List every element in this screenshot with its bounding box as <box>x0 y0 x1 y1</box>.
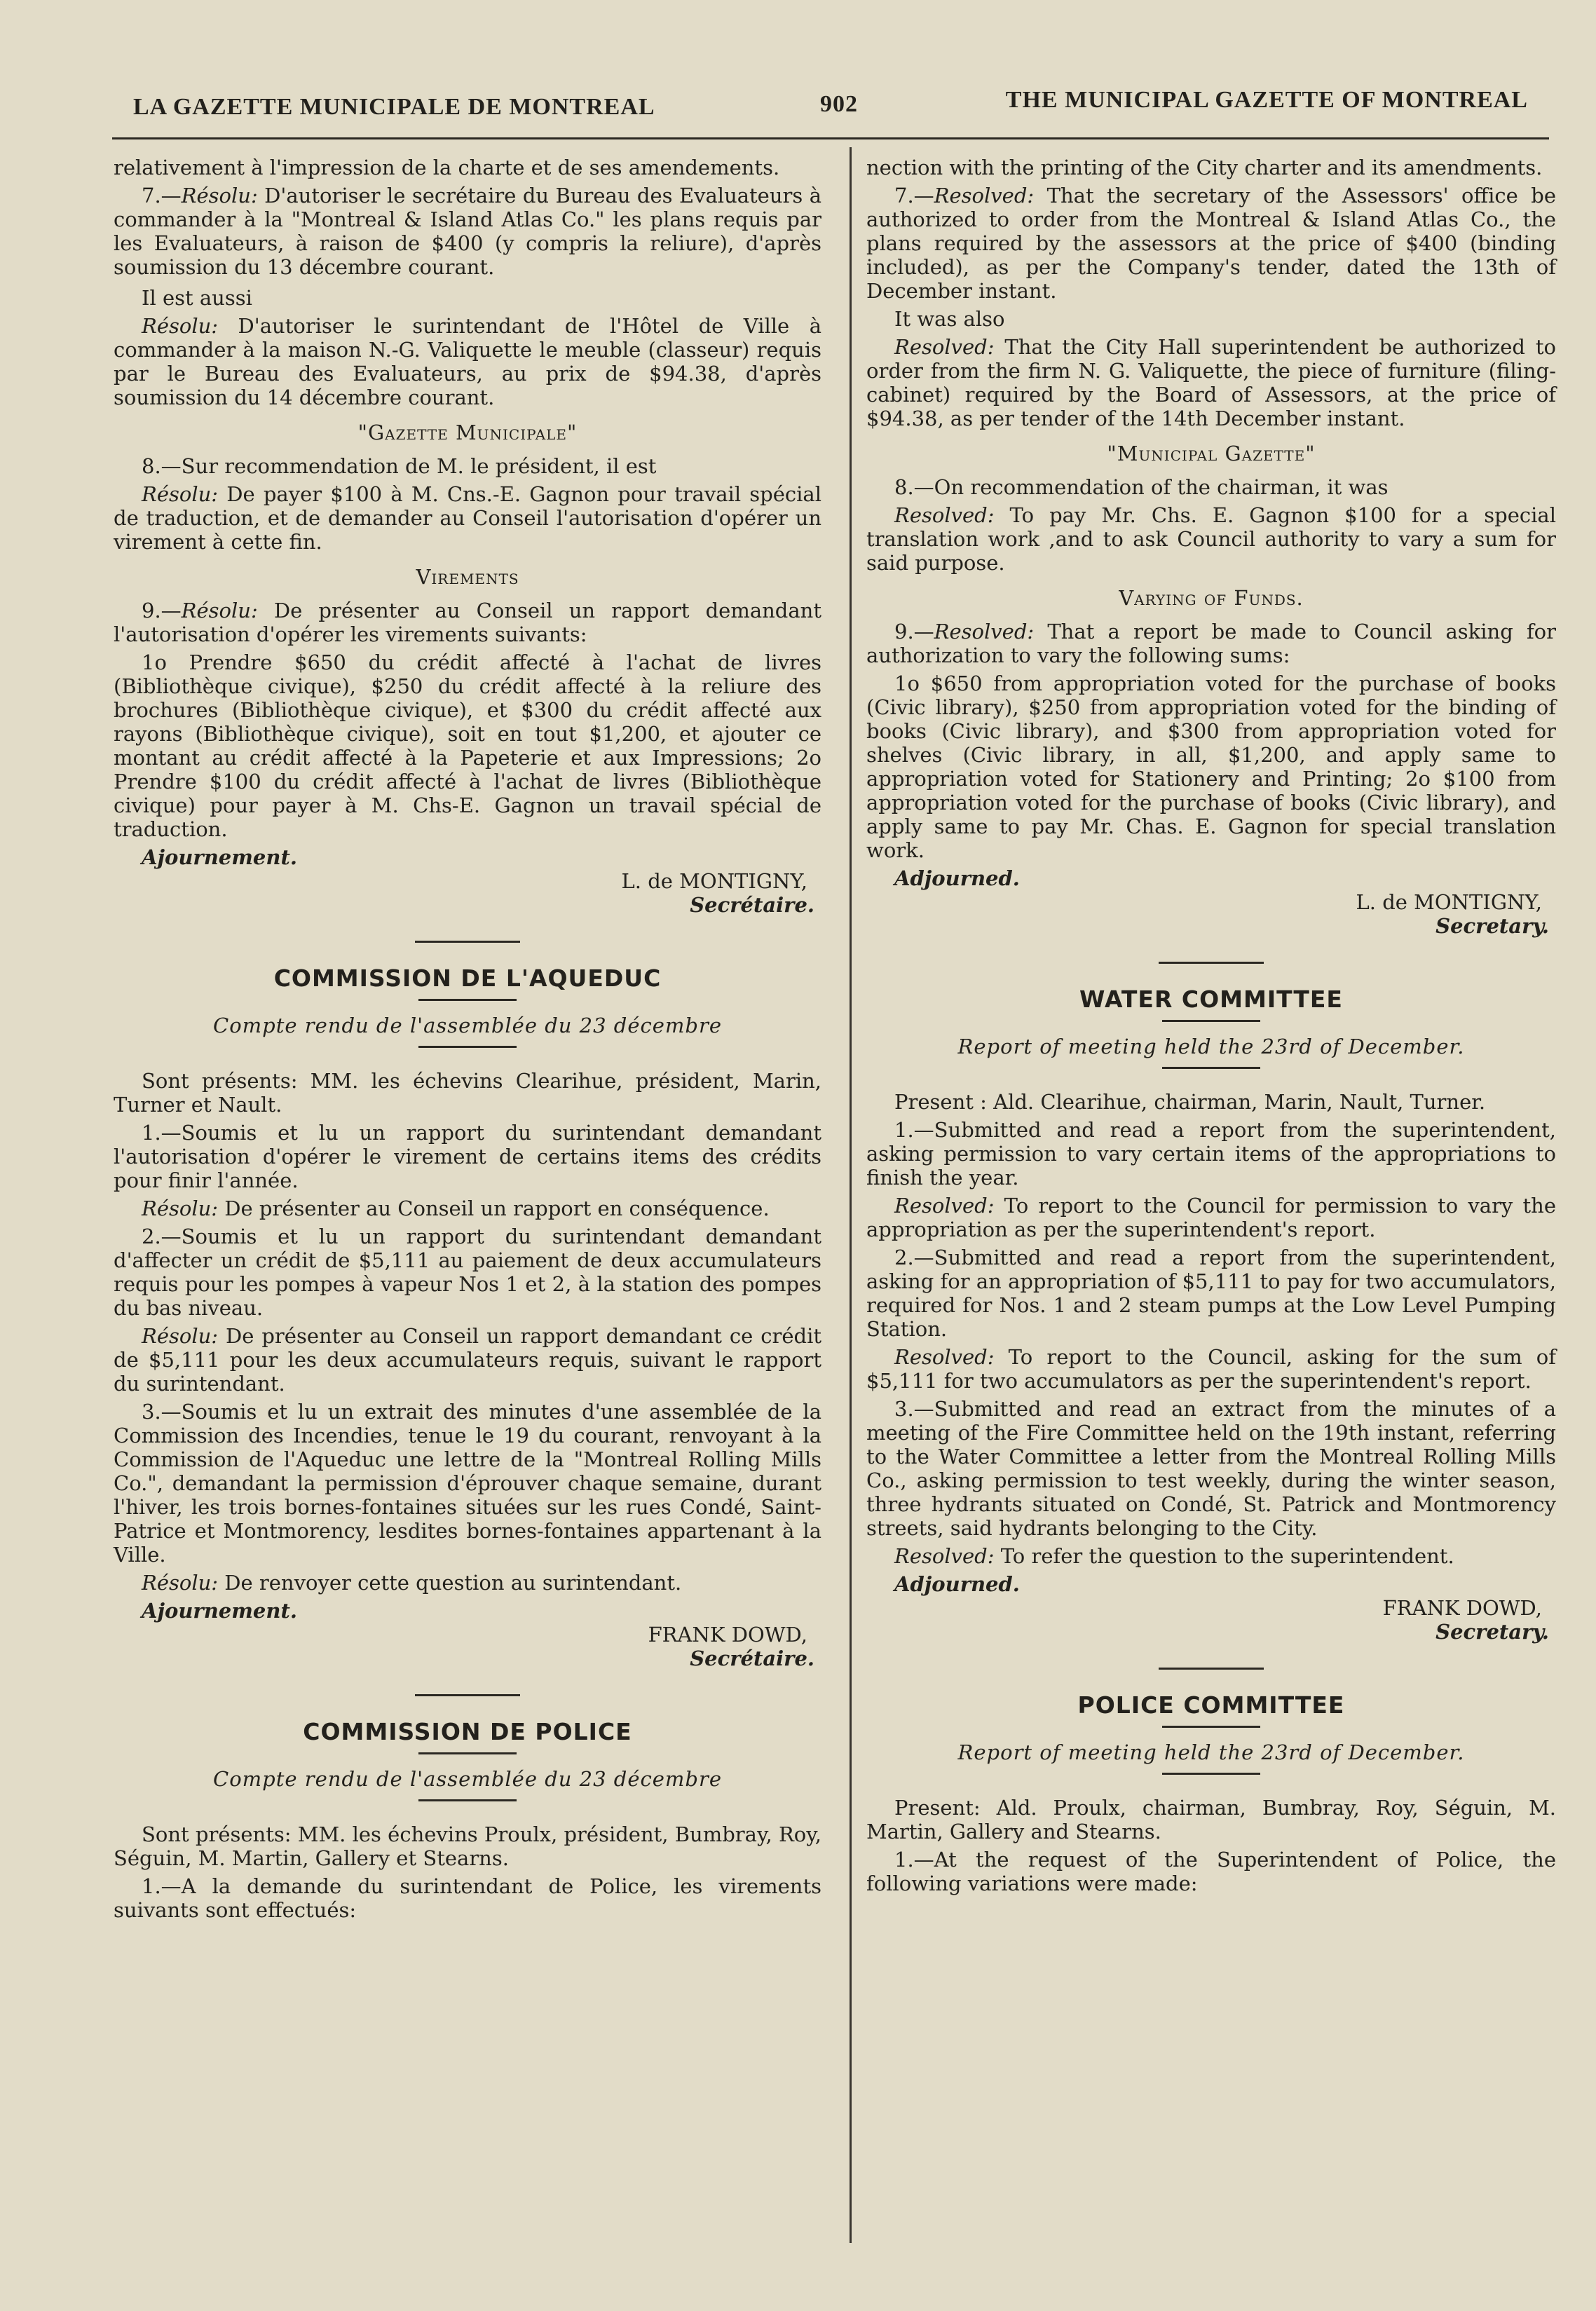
item-3: 3.—Submitted and read an extract from the minutes of a meeting of the Fire Committee held on the 19th instant, referring to the Water Committee a letter from the Montreal Rolling Mills Co., asking permission to test weekly, during the winter season, three hydrants situated on Condé, St. Patrick and Montmorency streets, said hydrants belonging to the City. <box>866 1397 1556 1540</box>
signature-title: Secrétaire. <box>690 893 814 917</box>
aqueduc-subtitle: Compte rendu de l'assemblée du 23 décembre <box>213 1014 722 1037</box>
resolution-2: Resolved: To report to the Council, asking for the sum of $5,111 for two accumulators as per the superintendent's report. <box>866 1345 1556 1393</box>
paragraph-9: 9.—Resolved: That a report be made to Council asking for authorization to vary the following sums: <box>866 620 1556 667</box>
item-1: 1.—At the request of the Superintendent of Police, the following variations were made: <box>866 1848 1556 1895</box>
paragraph-7: 7.—Resolved: That the secretary of the Assessors' office be authorized to order from the Montreal & Island Atlas Co., the plans required by the assessors at the price of $400 (binding included), as per the Company's tender, dated the 13th of December instant. <box>866 184 1556 303</box>
present-list: Present : Ald. Clearihue, chairman, Marin, Nault, Turner. <box>894 1090 1486 1114</box>
paragraph-9b: 1o Prendre $650 du crédit affecté à l'achat de livres (Bibliothèque civique), $250 du crédit affecté à la reliure des brochures (Bibliothèque civique), et $300 du crédit affecté aux rayons (Bibliothèque civique), soit en tout $1,200, et ajouter ce montant au crédit affecté à la Papeterie et aux Impressions; 2o Prendre $100 du crédit affecté à l'achat de livres (Bibliothèque civique) pour payer à M. Chs-E. Gagnon un travail spécial de traduction. <box>114 650 821 841</box>
present-list: Sont présents: MM. les échevins Clearihue, président, Marin, Turner et Nault. <box>114 1069 821 1117</box>
gazette-heading: "Gazette Municipale" <box>357 421 578 444</box>
item-2: 2.—Soumis et lu un rapport du surintendant demandant d'affecter un crédit de $5,111 au paiement de deux accumulateurs requis pour les pompes à vapeur Nos 1 et 2, à la station des pompes du bas niveau. <box>114 1225 821 1320</box>
resolution-3: Resolved: To refer the question to the superintendent. <box>894 1544 1454 1568</box>
present-list: Present: Ald. Proulx, chairman, Bumbray, Roy, Séguin, M. Martin, Gallery and Stearns. <box>866 1796 1556 1843</box>
signature-title: Secrétaire. <box>690 1647 814 1670</box>
paragraph-7b: Résolu: D'autoriser le surintendant de l'Hôtel de Ville à commander à la maison N.-G. Valiquette le meuble (classeur) requis par le Bureau des Evaluateurs, au prix de $94.38, d'après soumission du 14 décembre courant. <box>114 314 821 409</box>
paragraph-9b: 1o $650 from appropriation voted for the purchase of books (Civic library), $250 from appropriation voted for the binding of books (Civic library), and $300 from appropriation voted for shelves (Civic library, in all, $1,200, and apply same to appropriation voted for Stationery and Printing; 2o $100 from appropriation voted for the purchase of books (Civic library), and apply same to pay Mr. Chas. E. Gagnon for special translation work. <box>866 672 1556 862</box>
varying-heading: Varying of Funds. <box>1119 586 1304 610</box>
header-rule <box>112 137 1549 139</box>
section-separator <box>1162 1020 1260 1022</box>
column-divider <box>850 147 852 2243</box>
item-1: 1.—Soumis et lu un rapport du surintendant demandant l'autorisation d'opérer le virement de certains items des crédits pour finir l'année. <box>114 1121 821 1192</box>
section-separator <box>1159 962 1264 964</box>
page-header <box>133 87 1528 129</box>
resolution-3: Résolu: De renvoyer cette question au surintendant. <box>142 1571 682 1595</box>
virements-heading: Virements <box>416 565 519 589</box>
police-subtitle: Compte rendu de l'assemblée du 23 décembre <box>213 1767 722 1791</box>
section-separator <box>418 1752 517 1754</box>
section-separator <box>1162 1726 1260 1728</box>
section-separator <box>1162 1773 1260 1775</box>
adjournment: Ajournement. <box>142 845 297 869</box>
resolution-2: Résolu: De présenter au Conseil un rapport demandant ce crédit de $5,111 pour les deux accumulateurs requis, suivant le rapport du surintendant. <box>114 1324 821 1396</box>
paragraph-8b: Résolu: De payer $100 à M. Cns.-E. Gagnon pour travail spécial de traduction, et de demander au Conseil l'autorisation d'opérer un virement à cette fin. <box>114 482 821 554</box>
water-subtitle: Report of meeting held the 23rd of December. <box>957 1035 1465 1058</box>
paragraph-8: 8.—Sur recommendation de M. le président, il est <box>142 454 657 478</box>
paragraph-8b: Resolved: To pay Mr. Chs. E. Gagnon $100 for a special translation work ,and to ask Council authority to vary a sum for said purpose. <box>866 503 1556 575</box>
header-english-title: THE MUNICIPAL GAZETTE OF MONTREAL <box>1005 87 1528 113</box>
signature-name: L. de MONTIGNY, <box>621 869 807 893</box>
signature-name: FRANK DOWD, <box>1382 1596 1542 1620</box>
paragraph-7: 7.—Résolu: D'autoriser le secrétaire du Bureau des Evaluateurs à commander à la "Montreal & Island Atlas Co." les plans requis par les Evaluateurs, à raison de $400 (y compris la reliure), d'après soumission du 13 décembre courant. <box>114 184 821 279</box>
item-1: 1.—Submitted and read a report from the superintendent, asking permission to vary certain items of the appropriations to finish the year. <box>866 1118 1556 1189</box>
signature-title: Secretary. <box>1435 914 1549 938</box>
aqueduc-title: COMMISSION DE L'AQUEDUC <box>273 964 662 992</box>
header-french-title: LA GAZETTE MUNICIPALE DE MONTREAL <box>133 94 655 120</box>
resolution-1: Résolu: De présenter au Conseil un rapport en conséquence. <box>142 1197 770 1220</box>
gazette-heading: "Municipal Gazette" <box>1107 442 1316 465</box>
signature-name: FRANK DOWD, <box>648 1623 807 1647</box>
resolution-1: Resolved: To report to the Council for permission to vary the appropriation as per the superintendent's report. <box>866 1194 1556 1241</box>
water-title: WATER COMMITTEE <box>1079 986 1343 1013</box>
page-number: 902 <box>820 91 858 117</box>
section-separator <box>1162 1067 1260 1069</box>
item-1: 1.—A la demande du surintendant de Police, les virements suivants sont effectués: <box>114 1874 821 1922</box>
section-separator <box>415 941 520 943</box>
signature-title: Secretary. <box>1435 1620 1549 1644</box>
police-title: COMMISSION DE POLICE <box>303 1718 632 1745</box>
police-subtitle: Report of meeting held the 23rd of December. <box>957 1740 1465 1764</box>
english-column <box>866 156 1556 1900</box>
item-3: 3.—Soumis et lu un extrait des minutes d'une assemblée de la Commission des Incendies, tenue le 19 du courant, renvoyant à la Commission de l'Aqueduc une lettre de la "Montreal Rolling Mills Co.", demandant la permission d'éprouver chaque semaine, durant l'hiver, les trois bornes-fontaines situées sur les rues Condé, Saint-Patrice et Montmorency, lesdites bornes-fontaines appartenant à la Ville. <box>114 1400 821 1567</box>
paragraph: nection with the printing of the City charter and its amendments. <box>866 156 1543 179</box>
paragraph: relativement à l'impression de la charte et de ses amendements. <box>114 156 780 179</box>
paragraph-8: 8.—On recommendation of the chairman, it was <box>894 475 1389 499</box>
paragraph-9: 9.—Résolu: De présenter au Conseil un rapport demandant l'autorisation d'opérer les virements suivants: <box>114 599 821 646</box>
paragraph-7b: Resolved: That the City Hall superintendent be authorized to order from the firm N. G. Valiquette, the piece of furniture (filing-cabinet) required by the Board of Assessors, at the price of $94.38, as per tender of the 14th December instant. <box>866 335 1556 430</box>
adjournment: Ajournement. <box>142 1599 297 1623</box>
adjournment: Adjourned. <box>894 866 1020 890</box>
present-list: Sont présents: MM. les échevins Proulx, président, Bumbray, Roy, Séguin, M. Martin, Gallery et Stearns. <box>114 1822 821 1870</box>
paragraph: Il est aussi <box>142 286 252 310</box>
french-column <box>114 156 821 1926</box>
police-title: POLICE COMMITTEE <box>1077 1691 1345 1719</box>
signature-name: L. de MONTIGNY, <box>1356 890 1542 914</box>
section-separator <box>418 999 517 1001</box>
section-separator <box>1159 1668 1264 1670</box>
adjournment: Adjourned. <box>894 1572 1020 1596</box>
item-2: 2.—Submitted and read a report from the superintendent, asking for an appropriation of $5,111 to pay for two accumulators, required for Nos. 1 and 2 steam pumps at the Low Level Pumping Station. <box>866 1246 1556 1341</box>
section-separator <box>418 1799 517 1801</box>
section-separator <box>418 1046 517 1048</box>
section-separator <box>415 1694 520 1696</box>
paragraph: It was also <box>894 307 1005 331</box>
